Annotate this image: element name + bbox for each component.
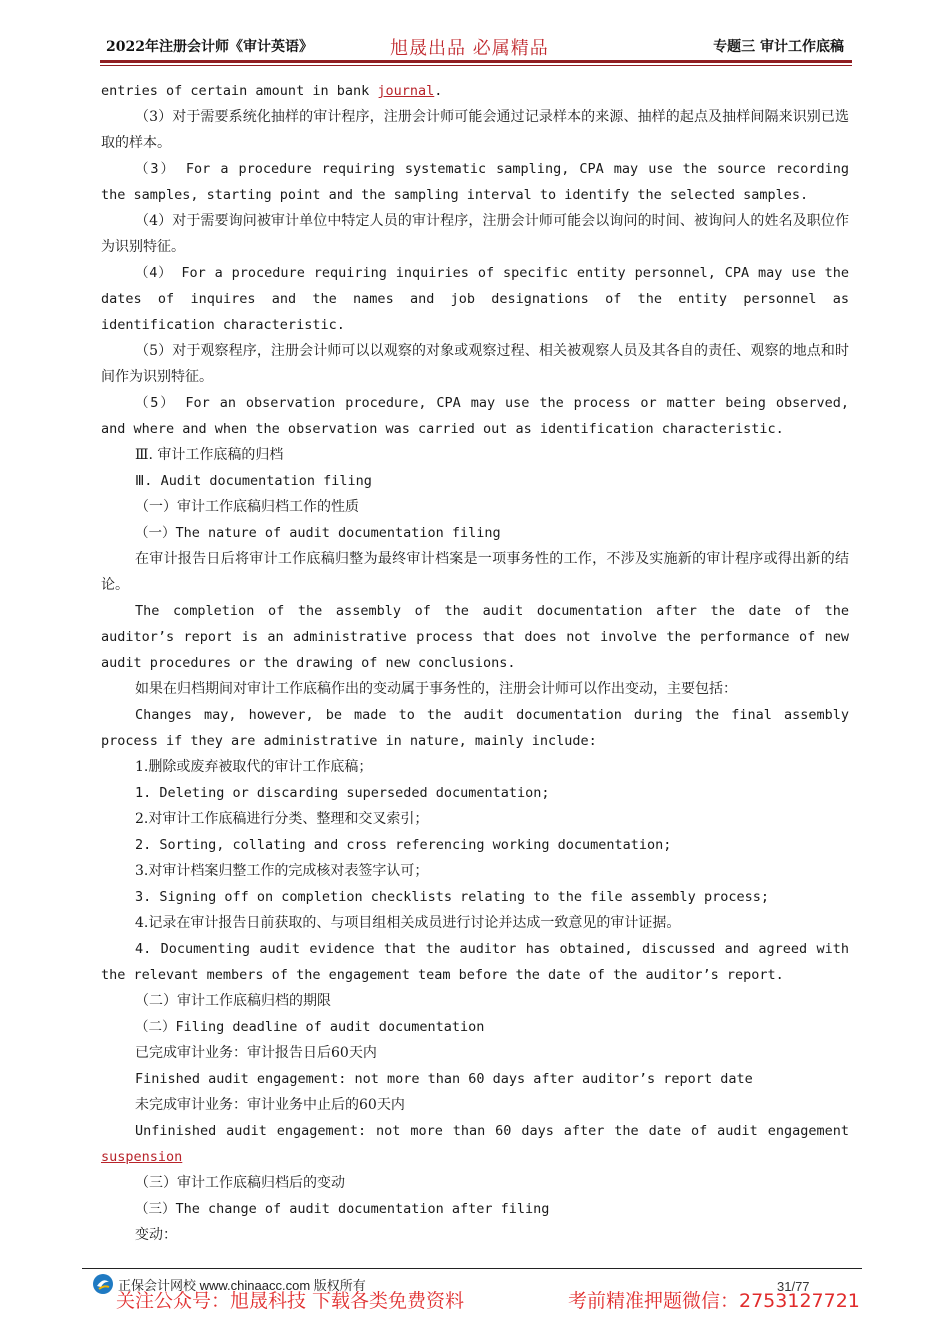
- paragraph-cn-4: （4）对于需要询问被审计单位中特定人员的审计程序，注册会计师可能会以询问的时间、被询问人的姓名及职位作为识别特征。: [101, 213, 849, 255]
- list-item-3-en: 3. Signing off on completion checklists relating to the file assembly process;: [135, 889, 769, 905]
- subheading-1-en: （一）The nature of audit documentation filing: [135, 525, 501, 541]
- chinaacc-logo-icon: [92, 1273, 114, 1295]
- list-item-4-cn: 4.记录在审计报告日前获取的、与项目组相关成员进行讨论并达成一致意见的审计证据。: [135, 915, 681, 931]
- paragraph-en-5: （5） For an observation procedure, CPA may use the process or matter being observed, and where and when the observation was carried out as identification characteristic.: [101, 395, 849, 437]
- subheading-2-cn: （二）审计工作底稿归档的期限: [135, 993, 331, 1009]
- list-item-2-en: 2. Sorting, collating and cross referencing working documentation;: [135, 837, 672, 853]
- list-item-2-cn: 2.对审计工作底稿进行分类、整理和交叉索引；: [135, 811, 429, 827]
- deadline-finished-en: Finished audit engagement: not more than 60 days after auditor’s report date: [135, 1071, 753, 1087]
- header-slogan: 旭晟出品 必属精品: [390, 38, 549, 59]
- paragraph-continuation: entries of certain amount in bank journal.: [101, 83, 443, 99]
- journal-link[interactable]: journal: [377, 83, 435, 99]
- subheading-3-en: （三）The change of audit documentation after filing: [135, 1201, 550, 1217]
- footer-copyright: 正保会计网校 www.chinaacc.com 版权所有: [118, 1278, 366, 1293]
- list-item-1-cn: 1.删除或废弃被取代的审计工作底稿；: [135, 759, 373, 775]
- paragraph-cn-3: （3）对于需要系统化抽样的审计程序，注册会计师可能会通过记录样本的来源、抽样的起点及抽样间隔来识别已选取的样本。: [101, 109, 849, 151]
- header-book-title: 2022年注册会计师《审计英语》: [106, 39, 313, 55]
- subheading-1-cn: （一）审计工作底稿归档工作的性质: [135, 499, 359, 515]
- changes-label: 变动：: [135, 1227, 177, 1243]
- subheading-3-cn: （三）审计工作底稿归档后的变动: [135, 1175, 345, 1191]
- watermark-left: 关注公众号：旭晟科技 下载各类免费资料: [116, 1290, 465, 1312]
- paragraph-nature-en: The completion of the assembly of the audit documentation after the date of the auditor’s report is an administrative process that does not involve the performance of new audit procedures or the drawing of new conclusions.: [101, 603, 849, 671]
- footer-divider: [82, 1268, 862, 1269]
- suspension-link[interactable]: suspension: [101, 1149, 183, 1165]
- paragraph-en-3: （3） For a procedure requiring systematic sampling, CPA may use the source recording the samples, starting point and the sampling interval to identify the selected samples.: [101, 161, 849, 203]
- watermark-right: 考前精准押题微信：2753127721: [568, 1290, 860, 1312]
- section-heading-cn: Ⅲ. 审计工作底稿的归档: [135, 447, 284, 463]
- document-body: [101, 78, 849, 1248]
- list-item-4-en: 4. Documenting audit evidence that the auditor has obtained, discussed and agreed with the relevant members of the engagement team before the date of the auditor’s report.: [101, 941, 849, 983]
- paragraph-cn-5: （5）对于观察程序，注册会计师可以以观察的对象或观察过程、相关被观察人员及其各自的责任、观察的地点和时间作为识别特征。: [101, 343, 849, 385]
- deadline-unfinished-en: Unfinished audit engagement: not more than 60 days after the date of audit engagement suspension: [101, 1123, 849, 1165]
- header-divider-thin: [100, 65, 852, 66]
- page-header: [100, 30, 852, 64]
- paragraph-changes-cn: 如果在归档期间对审计工作底稿作出的变动属于事务性的，注册会计师可以作出变动，主要包括：: [135, 681, 737, 697]
- subheading-2-en: （二）Filing deadline of audit documentation: [135, 1019, 485, 1035]
- list-item-1-en: 1. Deleting or discarding superseded documentation;: [135, 785, 550, 801]
- paragraph-en-4: （4） For a procedure requiring inquiries of specific entity personnel, CPA may use the dates of inquires and the names and job designations of the entity personnel as identification characteristic.: [101, 265, 849, 333]
- paragraph-changes-en: Changes may, however, be made to the audit documentation during the final assembly process if they are administrative in nature, mainly include:: [101, 707, 849, 749]
- section-heading-en: Ⅲ. Audit documentation filing: [135, 473, 372, 489]
- header-chapter-title: 专题三 审计工作底稿: [713, 39, 844, 55]
- deadline-unfinished-cn: 未完成审计业务：审计业务中止后的60天内: [135, 1097, 405, 1113]
- page-number: 31/77: [777, 1279, 810, 1294]
- list-item-3-cn: 3.对审计档案归整工作的完成核对表签字认可；: [135, 863, 429, 879]
- deadline-finished-cn: 已完成审计业务：审计报告日后60天内: [135, 1045, 377, 1061]
- paragraph-nature-cn: 在审计报告日后将审计工作底稿归整为最终审计档案是一项事务性的工作，不涉及实施新的审计程序或得出新的结论。: [101, 551, 849, 593]
- header-divider-thick: [100, 60, 852, 63]
